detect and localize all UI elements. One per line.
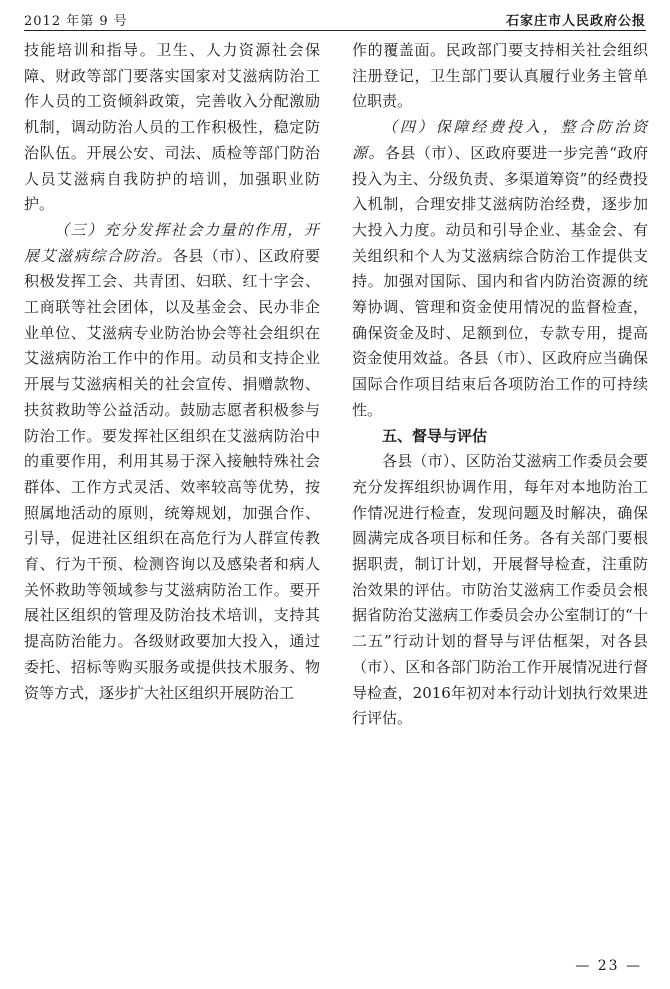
subsection-heading-3: （三）充分发挥社会力量的作用，开展艾滋病综合防治。	[24, 220, 320, 265]
right-column	[352, 38, 648, 732]
page-header	[24, 8, 646, 31]
right-paragraph-1: 作的覆盖面。民政部门要支持相关社会组织注册登记，卫生部门要认真履行业务主管单位职责。	[352, 41, 648, 111]
right-paragraph-2-body: 各县（市）、区政府要进一步完善“政府投入为主、分级负责、多渠道筹资”的经费投入机制，合理安排艾滋病防治经费，逐步加大投入力度。动员和引导企业、基金会、有关组织和个人为艾滋病综合防治工作提供支持。加强对国际、国内和省内防治资源的统筹协调、管理和资金使用情况的监督检查，确保资金及时、足额到位，专款专用，提高资金使用效益。各县（市）、区政府应当确保国际合作项目结束后各项防治工作的可持续性。	[352, 143, 648, 419]
left-paragraph-2	[24, 218, 320, 706]
issue-label: 2012 年第 9 号	[24, 14, 128, 29]
page-number: — 23 —	[575, 958, 642, 974]
left-paragraph-2-body: 各县（市）、区政府要积极发挥工会、共青团、妇联、红十字会、工商联等社会团体，以及基金会、民办非企业单位、艾滋病专业防治协会等社会组织在艾滋病防治工作中的作用。动员和支持企业开展与艾滋病相关的社会宣传、捐赠款物、扶贫救助等公益活动。鼓励志愿者积极参与防治工作。要发挥社区组织在艾滋病防治中的重要作用，利用其易于深入接触特殊社会群体、工作方式灵活、效率较高等优势，按照属地活动的原则，统筹规划，加强合作、引导，促进社区组织在高危行为人群宣传教育、行为干预、检测咨询以及感染者和病人关怀救助等领域参与艾滋病防治工作。要开展社区组织的管理及防治技术培训，支持其提高防治能力。各级财政要加大投入，通过委托、招标等购买服务或提供技术服务、物资等方式，逐步扩大社区组织开展防治工	[24, 246, 320, 702]
left-column	[24, 38, 320, 706]
left-paragraph-1: 技能培训和指导。卫生、人力资源社会保障、财政等部门要落实国家对艾滋病防治工作人员的工资倾斜政策，完善收入分配激励机制，调动防治人员的工作积极性，稳定防治队伍。开展公安、司法、质检等部门防治人员艾滋病自我防护的培训，加强职业防护。	[24, 41, 320, 214]
right-paragraph-3: 各县（市）、区防治艾滋病工作委员会要充分发挥组织协调作用，每年对本地防治工作情况进行检查，发现问题及时解决，确保圆满完成各项目标和任务。各有关部门要根据职责，制订计划，开展督导检查，注重防治效果的评估。市防治艾滋病工作委员会根据省防治艾滋病工作委员会办公室制订的“十二五”行动计划的督导与评估框架，对各县（市）、区和各部门防治工作开展情况进行督导检查，2016年初对本行动计划执行效果进行评估。	[352, 452, 648, 728]
publication-title: 石家庄市人民政府公报	[505, 14, 646, 29]
section-heading-5: 五、督导与评估	[382, 426, 488, 445]
right-paragraph-2	[352, 115, 648, 423]
subsection-heading-4: （四）保障经费投入，整合防治资源。	[352, 118, 648, 162]
